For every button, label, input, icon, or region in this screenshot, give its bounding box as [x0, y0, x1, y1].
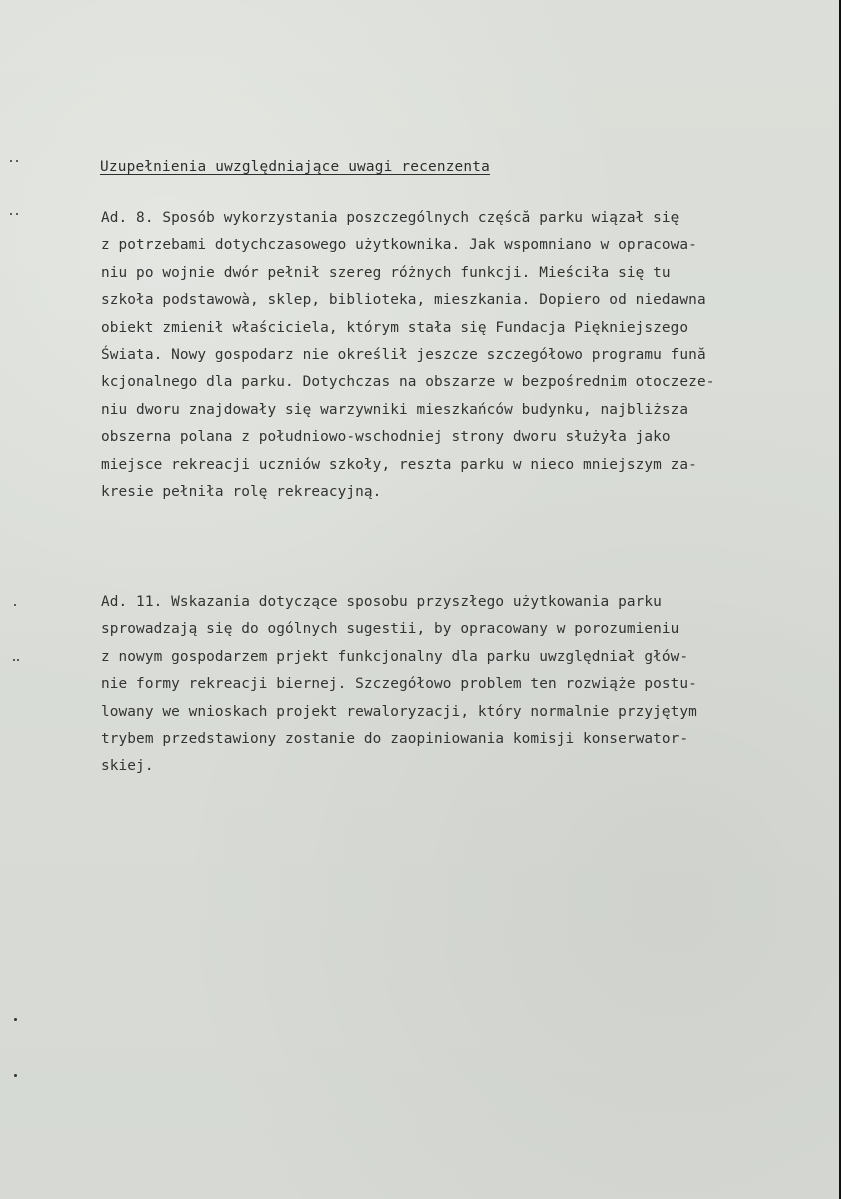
margin-speck	[14, 1018, 17, 1021]
paragraph-line: Ad. 8. Sposób wykorzystania poszczególnych częścă parku wiązał się	[101, 210, 680, 226]
paragraph-line: niu dworu znajdowały się warzywniki mieszkańców budynku, najbliższa	[101, 401, 689, 418]
margin-speck	[10, 213, 12, 215]
paragraph-ad-11	[101, 589, 821, 781]
paragraph-line: obiekt zmienił właściciela, którym stała się Fundacja Piękniejszego	[101, 319, 689, 336]
paragraph-ad-8	[101, 205, 821, 506]
paragraph-line: Świata. Nowy gospodarz nie określił jeszcze szczegółowo programu fună	[101, 346, 706, 363]
document-heading: Uzupełnienia uwzględniające uwagi recenzenta	[100, 159, 491, 175]
paragraph-line: sprowadzają się do ogólnych sugestii, by opracowany w porozumieniu	[101, 621, 680, 638]
paragraph-line: niu po wojnie dwór pełnił szereg różnych funkcji. Mieściła się tu	[101, 264, 671, 281]
margin-speck	[14, 604, 16, 606]
margin-speck	[16, 213, 18, 215]
paragraph-line: skiej.	[101, 758, 154, 775]
margin-speck	[13, 659, 15, 661]
margin-speck	[10, 160, 12, 162]
margin-speck	[14, 1074, 17, 1077]
paragraph-line: z potrzebami dotychczasowego użytkownika. Jak wspomniano w opracowa-	[101, 237, 697, 254]
paragraph-line: kresie pełniła rolę rekreacyjną.	[101, 483, 382, 500]
paragraph-line: kcjonalnego dla parku. Dotychczas na obszarze w bezpośrednim otoczeze-	[101, 374, 715, 391]
margin-speck	[17, 659, 19, 661]
paragraph-line: obszerna polana z południowo-wschodniej strony dworu służyła jako	[101, 429, 671, 446]
paragraph-line: lowany we wnioskach projekt rewaloryzacji, który normalnie przyjętym	[101, 703, 697, 720]
paragraph-line: z nowym gospodarzem prjekt funkcjonalny dla parku uwzględniał głów-	[101, 648, 689, 665]
paragraph-line: szkoła podstawowà, sklep, biblioteka, mieszkania. Dopiero od niedawna	[101, 292, 706, 309]
margin-speck	[16, 160, 18, 162]
paragraph-line: miejsce rekreacji uczniów szkoły, reszta parku w nieco mniejszym za-	[101, 456, 697, 473]
paragraph-line: trybem przedstawiony zostanie do zaopiniowania komisji konserwator-	[101, 730, 689, 747]
paragraph-line: nie formy rekreacji biernej. Szczegółowo problem ten rozwiąże postu-	[101, 676, 697, 693]
paragraph-line: Ad. 11. Wskazania dotyczące sposobu przyszłego użytkowania parku	[101, 594, 662, 610]
